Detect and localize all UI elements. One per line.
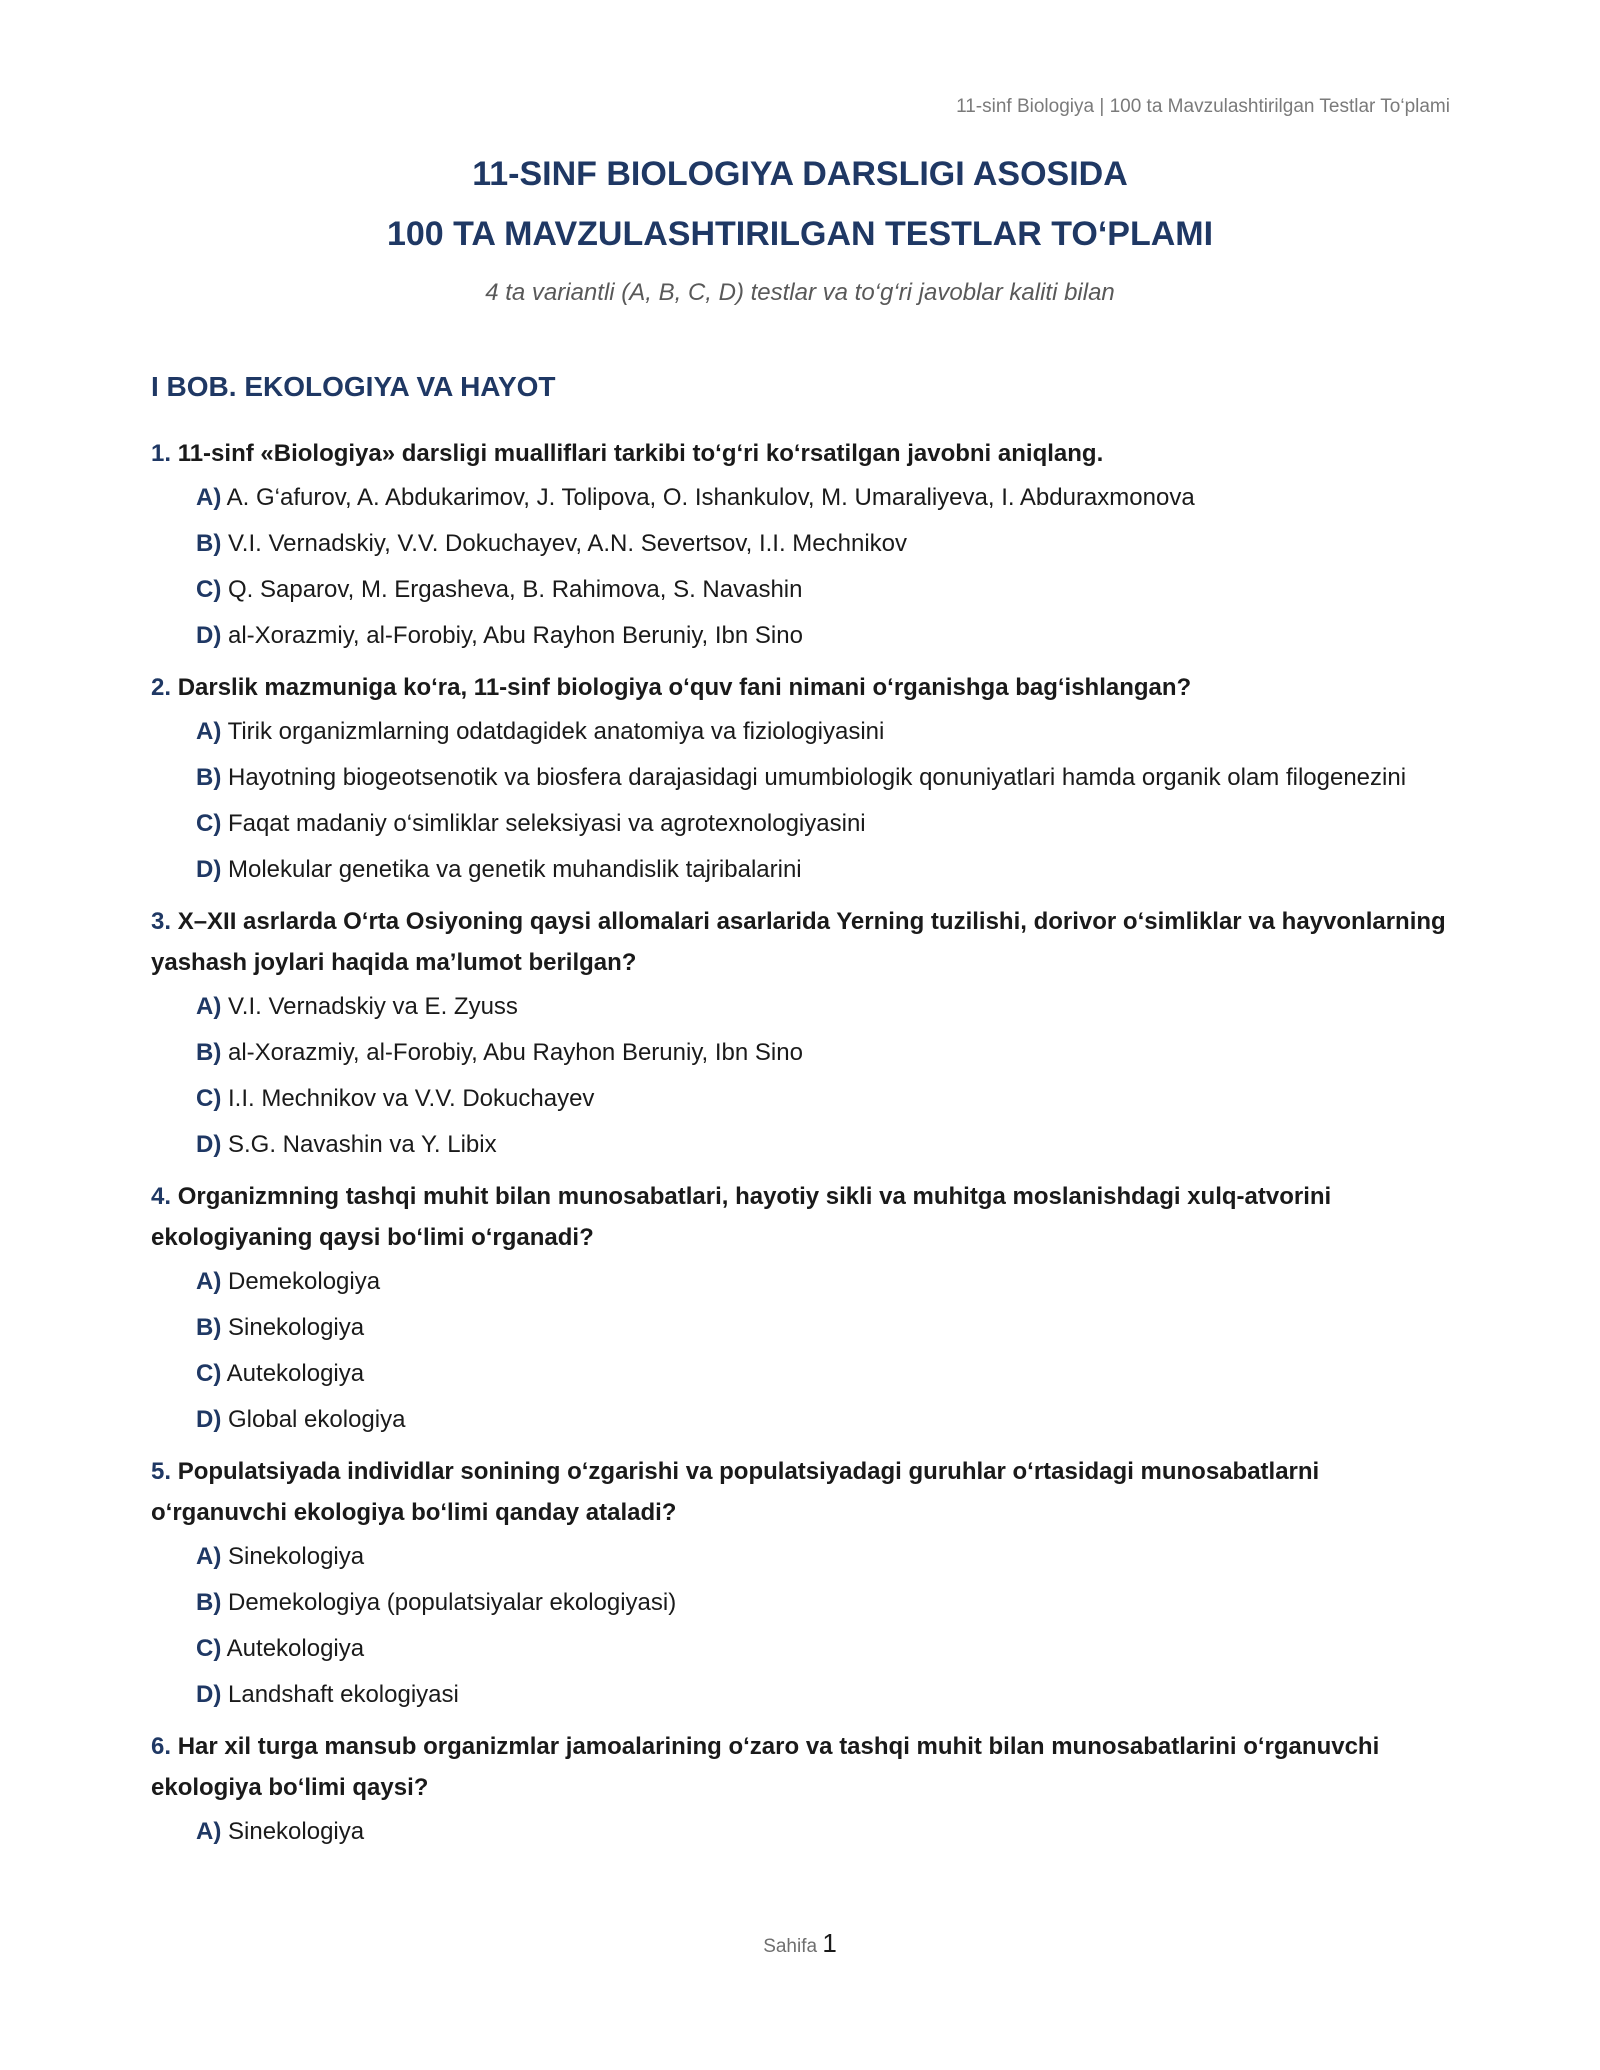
answer-option — [196, 803, 1461, 844]
option-letter: D) — [196, 1131, 222, 1158]
option-letter: A) — [196, 718, 222, 745]
option-letter: B) — [196, 764, 222, 791]
option-text: Sinekologiya — [228, 1314, 365, 1341]
answer-option — [196, 1628, 1461, 1669]
answer-option — [196, 711, 1461, 752]
option-text: Landshaft ekologiyasi — [228, 1681, 459, 1708]
option-text: S.G. Navashin va Y. Libix — [228, 1131, 497, 1158]
option-text: Autekologiya — [226, 1360, 365, 1387]
option-text: Faqat madaniy o‘simliklar seleksiyasi va agrotexnologiyasini — [228, 810, 866, 837]
test-content — [151, 368, 1461, 1863]
option-letter: A) — [196, 993, 222, 1020]
answer-option — [196, 1353, 1461, 1394]
option-text: Tirik organizmlarning odatdagidek anatomiya va fiziologiyasini — [227, 718, 885, 745]
answer-option — [196, 986, 1461, 1027]
option-letter: A) — [196, 1818, 222, 1845]
document-title-line-2: 100 TA MAVZULASHTIRILGAN TESTLAR TO‘PLAMI — [386, 215, 1214, 253]
question-number: 1. — [151, 440, 172, 467]
question-item — [151, 1451, 1461, 1715]
answer-option — [196, 615, 1461, 656]
answer-option — [196, 523, 1461, 564]
question-body: Organizmning tashqi muhit bilan munosabatlari, hayotiy sikli va muhitga moslanishdagi xulq-atvorini ekologiyaning qaysi bo‘limi o‘rganadi? — [151, 1183, 1332, 1251]
answer-option — [196, 1536, 1461, 1577]
option-text: Sinekologiya — [228, 1543, 365, 1570]
option-text: Q. Saparov, M. Ergasheva, B. Rahimova, S. Navashin — [228, 576, 803, 603]
option-text: Hayotning biogeotsenotik va biosfera darajasidagi umumbiologik qonuniyatlari hamda organik olam filogenezini — [228, 764, 1407, 791]
question-list — [151, 433, 1461, 1852]
option-letter: D) — [196, 1681, 222, 1708]
question-number: 5. — [151, 1458, 172, 1485]
option-letter: B) — [196, 530, 222, 557]
answer-option — [196, 1674, 1461, 1715]
option-letter: C) — [196, 1085, 222, 1112]
answer-option — [196, 1078, 1461, 1119]
answer-option — [196, 1811, 1461, 1852]
question-item — [151, 901, 1461, 1165]
question-body: X–XII asrlarda O‘rta Osiyoning qaysi allomalari asarlarida Yerning tuzilishi, dorivor o‘simliklar va hayvonlarning yashash joylari haqida ma’lumot berilgan? — [151, 908, 1446, 976]
document-title-line-1: 11-SINF BIOLOGIYA DARSLIGI ASOSIDA — [472, 155, 1128, 193]
question-body: Populatsiyada individlar sonining o‘zgarishi va populatsiyadagi guruhlar o‘rtasidagi munosabatlarni o‘rganuvchi ekologiya bo‘limi qanday ataladi? — [151, 1458, 1320, 1526]
option-letter: A) — [196, 1543, 222, 1570]
option-letter: A) — [196, 484, 222, 511]
answer-option — [196, 1582, 1461, 1623]
option-text: V.I. Vernadskiy va E. Zyuss — [228, 993, 518, 1020]
question-text — [151, 667, 1461, 708]
option-text: V.I. Vernadskiy, V.V. Dokuchayev, A.N. Severtsov, I.I. Mechnikov — [228, 530, 908, 557]
answer-option — [196, 757, 1461, 798]
option-text: al-Xorazmiy, al-Forobiy, Abu Rayhon Beruniy, Ibn Sino — [228, 1039, 803, 1066]
question-number: 6. — [151, 1733, 172, 1760]
chapter-heading: I BOB. EKOLOGIYA VA HAYOT — [151, 371, 556, 402]
option-letter: C) — [196, 810, 222, 837]
running-header: 11-sinf Biologiya | 100 ta Mavzulashtirilgan Testlar To‘plami — [956, 96, 1450, 117]
answer-option — [196, 477, 1461, 518]
option-letter: B) — [196, 1589, 222, 1616]
question-number: 3. — [151, 908, 172, 935]
answer-option — [196, 1261, 1461, 1302]
option-letter: C) — [196, 1635, 222, 1662]
option-text: al-Xorazmiy, al-Forobiy, Abu Rayhon Beruniy, Ibn Sino — [228, 622, 803, 649]
option-letter: B) — [196, 1314, 222, 1341]
page-footer — [0, 1928, 1600, 1959]
question-text — [151, 901, 1461, 983]
option-letter: C) — [196, 576, 222, 603]
option-text: Global ekologiya — [228, 1406, 406, 1433]
answer-option — [196, 1307, 1461, 1348]
document-subtitle: 4 ta variantli (A, B, C, D) testlar va to‘g‘ri javoblar kaliti bilan — [485, 279, 1115, 306]
question-text — [151, 1451, 1461, 1533]
question-item — [151, 1176, 1461, 1440]
option-text: Autekologiya — [226, 1635, 365, 1662]
question-item — [151, 667, 1461, 890]
option-letter: B) — [196, 1039, 222, 1066]
option-text: I.I. Mechnikov va V.V. Dokuchayev — [228, 1085, 595, 1112]
question-body: Har xil turga mansub organizmlar jamoalarining o‘zaro va tashqi muhit bilan munosabatlarini o‘rganuvchi ekologiya bo‘limi qaysi? — [151, 1733, 1380, 1801]
answer-option — [196, 1399, 1461, 1440]
option-text: Molekular genetika va genetik muhandislik tajribalarini — [228, 856, 802, 883]
answer-option — [196, 1124, 1461, 1165]
option-text: Demekologiya (populatsiyalar ekologiyasi) — [228, 1589, 677, 1616]
question-item — [151, 1726, 1461, 1852]
question-text — [151, 1176, 1461, 1258]
page-number: 1 — [822, 1928, 837, 1958]
question-body: 11-sinf «Biologiya» darsligi mualliflari tarkibi to‘g‘ri ko‘rsatilgan javobni aniqlang. — [177, 440, 1104, 467]
option-letter: D) — [196, 1406, 222, 1433]
option-letter: D) — [196, 856, 222, 883]
option-text: Demekologiya — [228, 1268, 381, 1295]
answer-option — [196, 849, 1461, 890]
answer-option — [196, 1032, 1461, 1073]
question-text — [151, 433, 1461, 474]
question-item — [151, 433, 1461, 656]
option-text: A. G‘afurov, A. Abdukarimov, J. Tolipova, O. Ishankulov, M. Umaraliyeva, I. Abduraxmonova — [226, 484, 1195, 511]
question-body: Darslik mazmuniga ko‘ra, 11-sinf biologiya o‘quv fani nimani o‘rganishga bag‘ishlangan? — [177, 674, 1192, 701]
question-number: 2. — [151, 674, 172, 701]
question-number: 4. — [151, 1183, 172, 1210]
option-text: Sinekologiya — [228, 1818, 365, 1845]
option-letter: C) — [196, 1360, 222, 1387]
option-letter: A) — [196, 1268, 222, 1295]
page-label: Sahifa — [763, 1936, 818, 1957]
question-text — [151, 1726, 1461, 1808]
option-letter: D) — [196, 622, 222, 649]
answer-option — [196, 569, 1461, 610]
